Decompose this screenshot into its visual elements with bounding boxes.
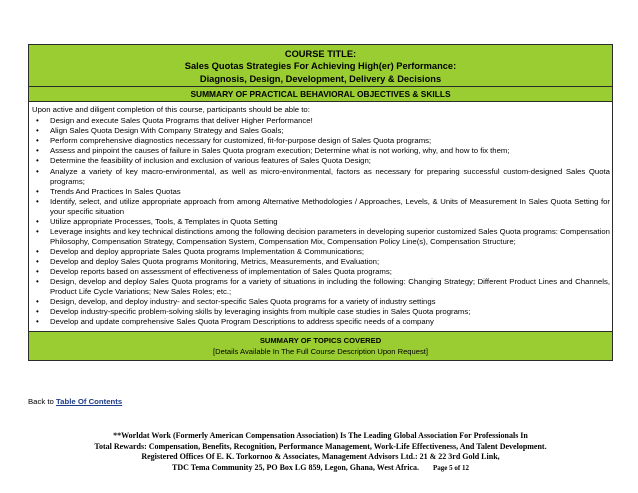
list-item	[32, 247, 610, 257]
list-item	[32, 257, 610, 267]
list-item	[32, 136, 610, 146]
bullet-icon: •	[36, 166, 39, 176]
footer-line-4	[28, 463, 613, 474]
bullet-icon: •	[36, 146, 39, 156]
list-item	[32, 197, 610, 217]
list-item	[32, 217, 610, 227]
bullet-icon: •	[36, 116, 39, 126]
footer-line-1: **Worldat Work (Formerly American Compensation Association) Is The Leading Global Association For Professionals In	[113, 431, 528, 440]
list-item	[32, 146, 610, 156]
objectives-list	[32, 116, 610, 327]
page-footer	[28, 431, 613, 473]
objective-text: Assess and pinpoint the causes of failure in Sales Quota program execution; Determine what is not working, why, and how to fix them;	[50, 146, 510, 156]
back-link-row	[28, 397, 122, 407]
footer-address: TDC Tema Community 25, PO Box LG 859, Legon, Ghana, West Africa.	[172, 462, 419, 472]
objectives-header: SUMMARY OF PRACTICAL BEHAVIORAL OBJECTIVES & SKILLS	[29, 87, 612, 102]
course-title-block	[29, 45, 612, 87]
list-item	[32, 116, 610, 126]
bullet-icon: •	[36, 136, 39, 146]
list-item	[32, 317, 610, 327]
footer-line-2: Total Rewards: Compensation, Benefits, Recognition, Performance Management, Work-Life Effectiveness, And Talent Development.	[94, 441, 547, 451]
course-title-label: COURSE TITLE:	[284, 49, 357, 59]
table-of-contents-link[interactable]: Table Of Contents	[56, 397, 123, 406]
objective-text: Design, develop and deploy Sales Quota programs for a variety of situations in including the following: Changing Strategy; Different Product Lines and Channels, Product Life Cycle Variations; New Sales Roles; etc.;	[50, 277, 610, 297]
objective-text: Utilize appropriate Processes, Tools, & Templates in Quota Setting	[50, 216, 278, 226]
list-item	[32, 267, 610, 277]
bullet-icon: •	[36, 307, 39, 317]
list-item	[32, 227, 610, 247]
page-number: Page 5 of 12	[433, 463, 469, 472]
bullet-icon: •	[36, 216, 39, 226]
list-item	[32, 277, 610, 297]
course-title-line-2: Diagnosis, Design, Development, Delivery & Decisions	[199, 73, 442, 84]
objective-text: Analyze a variety of key macro-environmental, as well as micro-environmental, factors as necessary for preparing successful custom-designed Sales Quota programs;	[50, 166, 610, 186]
objectives-intro: Upon active and diligent completion of this course, participants should be able to:	[32, 105, 310, 115]
objective-text: Perform comprehensive diagnostics necessary for customized, fit-for-purpose design of Sales Quota programs;	[50, 136, 432, 146]
list-item	[32, 297, 610, 307]
list-item	[32, 187, 610, 197]
objective-text: Develop and update comprehensive Sales Quota Program Descriptions to address specific needs of a company	[50, 317, 434, 327]
bullet-icon: •	[36, 277, 39, 287]
footer-line-3: Registered Offices Of E. K. Torkornoo & Associates, Management Advisors Ltd.: 21 & 22 3rd Gold Link,	[141, 452, 500, 461]
objective-text: Develop reports based on assessment of effectiveness of implementation of Sales Quota programs;	[50, 266, 392, 276]
objective-text: Develop and deploy Sales Quota programs Monitoring, Metrics, Measurements, and Evaluation;	[50, 256, 380, 266]
objective-text: Align Sales Quota Design With Company Strategy and Sales Goals;	[50, 126, 284, 136]
bullet-icon: •	[36, 256, 39, 266]
list-item	[32, 126, 610, 136]
list-item	[32, 307, 610, 317]
bullet-icon: •	[36, 156, 39, 166]
objective-text: Design, develop, and deploy industry- and sector-specific Sales Quota programs for a variety of industry settings	[50, 297, 436, 307]
bullet-icon: •	[36, 297, 39, 307]
objective-text: Design and execute Sales Quota Programs that deliver Higher Performance!	[50, 116, 313, 126]
objective-text: Trends And Practices In Sales Quotas	[50, 186, 181, 196]
objective-text: Develop industry-specific problem-solving skills by leveraging insights from multiple case studies in Sales Quota programs;	[50, 307, 471, 317]
bullet-icon: •	[36, 196, 39, 206]
course-table	[28, 44, 613, 361]
bullet-icon: •	[36, 317, 39, 327]
bullet-icon: •	[36, 266, 39, 276]
topics-title: SUMMARY OF TOPICS COVERED	[259, 336, 382, 346]
objective-text: Leverage insights and key technical distinctions among the following decision parameters in developing superior customized Sales Quota programs: Compensation Philosophy, Compensation Strategy, Compensation System, Compensation Mix, Compensation Policy Line(s), Compensation Structure;	[50, 226, 610, 246]
objectives-body	[29, 102, 612, 331]
list-item	[32, 167, 610, 187]
bullet-icon: •	[36, 186, 39, 196]
list-item	[32, 156, 610, 166]
objective-text: Identify, select, and utilize appropriate approach from among Alternative Methodologies / Approaches, Levels, & Units of Measurement In Sales Quota Setting for your specific situation	[50, 196, 610, 216]
bullet-icon: •	[36, 246, 39, 256]
objective-text: Develop and deploy appropriate Sales Quota programs Implementation & Communications;	[50, 246, 365, 256]
topics-note: [Details Available In The Full Course Description Upon Request]	[213, 347, 428, 357]
back-prefix: Back to	[28, 397, 56, 406]
bullet-icon: •	[36, 226, 39, 236]
bullet-icon: •	[36, 126, 39, 136]
objective-text: Determine the feasibility of inclusion and exclusion of various features of Sales Quota Design;	[50, 156, 371, 166]
course-title-line-1: Sales Quotas Strategies For Achieving High(er) Performance:	[184, 61, 457, 72]
topics-block	[29, 331, 612, 360]
